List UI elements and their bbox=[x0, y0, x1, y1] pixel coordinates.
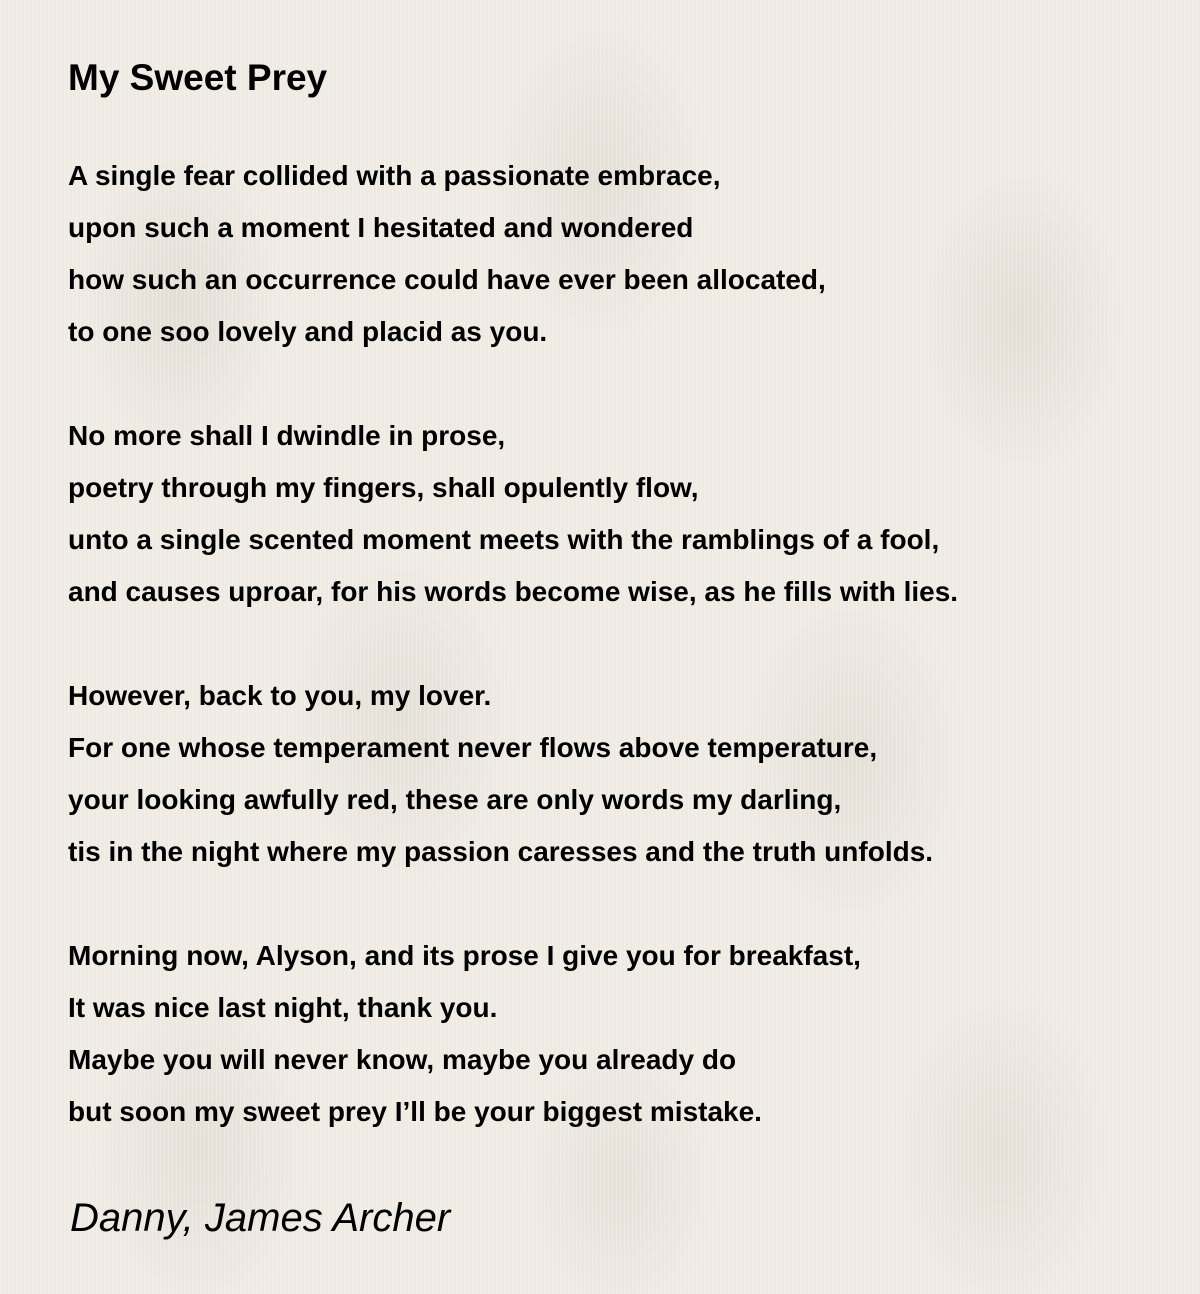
poem-line: but soon my sweet prey I’ll be your biggest mistake. bbox=[68, 1096, 762, 1127]
poem-line: However, back to you, my lover. bbox=[68, 680, 492, 711]
poem-line: Morning now, Alyson, and its prose I give you for breakfast, bbox=[68, 940, 861, 971]
poem-line: It was nice last night, thank you. bbox=[68, 992, 498, 1023]
stanza-3 bbox=[68, 670, 1178, 878]
poem-line: Maybe you will never know, maybe you already do bbox=[68, 1044, 737, 1075]
poem-body bbox=[68, 150, 1178, 1190]
stanza-2 bbox=[68, 410, 1178, 618]
poem-author: Danny, James Archer bbox=[70, 1196, 451, 1240]
poem-line: and causes uproar, for his words become wise, as he fills with lies. bbox=[68, 576, 959, 607]
poem-line: your looking awfully red, these are only words my darling, bbox=[68, 784, 842, 815]
poem-title: My Sweet Prey bbox=[68, 57, 328, 98]
poem-line: upon such a moment I hesitated and wondered bbox=[68, 212, 694, 243]
poem-line: tis in the night where my passion caresses and the truth unfolds. bbox=[68, 836, 934, 867]
poem-line: No more shall I dwindle in prose, bbox=[68, 420, 506, 451]
poem-line: to one soo lovely and placid as you. bbox=[68, 316, 548, 347]
poem-line: A single fear collided with a passionate embrace, bbox=[68, 160, 721, 191]
stanza-4 bbox=[68, 930, 1178, 1138]
poem-line: poetry through my fingers, shall opulently flow, bbox=[68, 472, 699, 503]
stanza-1 bbox=[68, 150, 1178, 358]
poem-line: how such an occurrence could have ever been allocated, bbox=[68, 264, 826, 295]
poem-line: unto a single scented moment meets with the ramblings of a fool, bbox=[68, 524, 940, 555]
poem-line: For one whose temperament never flows above temperature, bbox=[68, 732, 878, 763]
